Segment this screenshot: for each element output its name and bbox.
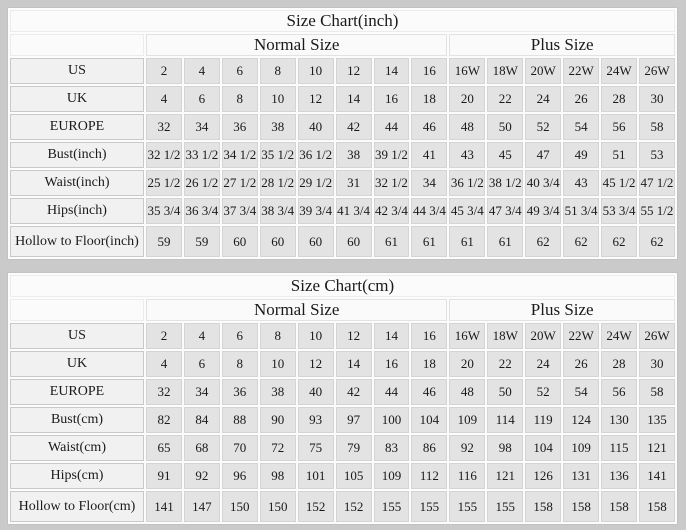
- row-label: Hollow to Floor(cm): [10, 491, 144, 522]
- size-value-cell: 38: [260, 379, 296, 405]
- row-label: Hips(cm): [10, 463, 144, 489]
- size-value-cell: 47 1/2: [639, 170, 675, 196]
- size-value-cell: 47 3/4: [487, 198, 523, 224]
- table-row: [10, 463, 675, 489]
- size-value-cell: 45: [487, 142, 523, 168]
- size-value-cell: 22: [487, 86, 523, 112]
- corner-cell: [10, 34, 144, 56]
- size-value-cell: 121: [639, 435, 675, 461]
- size-value-cell: 33 1/2: [184, 142, 220, 168]
- size-value-cell: 40 3/4: [525, 170, 561, 196]
- table-row: [10, 58, 675, 84]
- size-value-cell: 46: [411, 379, 447, 405]
- size-value-cell: 44 3/4: [411, 198, 447, 224]
- size-value-cell: 18: [411, 86, 447, 112]
- table-row: [10, 142, 675, 168]
- row-label: EUROPE: [10, 379, 144, 405]
- size-value-cell: 79: [336, 435, 372, 461]
- table-row: [10, 351, 675, 377]
- size-value-cell: 24: [525, 86, 561, 112]
- size-value-cell: 36: [222, 379, 258, 405]
- size-value-cell: 61: [411, 226, 447, 257]
- size-value-cell: 68: [184, 435, 220, 461]
- size-value-cell: 158: [639, 491, 675, 522]
- size-value-cell: 16: [411, 323, 447, 349]
- size-value-cell: 2: [146, 58, 182, 84]
- size-value-cell: 121: [487, 463, 523, 489]
- table-row: [10, 226, 675, 257]
- size-value-cell: 32: [146, 114, 182, 140]
- size-value-cell: 72: [260, 435, 296, 461]
- size-value-cell: 54: [563, 114, 599, 140]
- size-value-cell: 14: [374, 58, 410, 84]
- size-value-cell: 92: [449, 435, 485, 461]
- size-value-cell: 22W: [563, 58, 599, 84]
- size-value-cell: 26: [563, 351, 599, 377]
- size-value-cell: 2: [146, 323, 182, 349]
- table-row: [10, 323, 675, 349]
- size-value-cell: 109: [374, 463, 410, 489]
- size-value-cell: 34 1/2: [222, 142, 258, 168]
- size-value-cell: 86: [411, 435, 447, 461]
- size-value-cell: 42: [336, 114, 372, 140]
- row-label: EUROPE: [10, 114, 144, 140]
- row-label: Waist(inch): [10, 170, 144, 196]
- size-value-cell: 109: [449, 407, 485, 433]
- size-value-cell: 12: [336, 323, 372, 349]
- size-value-cell: 152: [298, 491, 334, 522]
- size-value-cell: 16: [374, 351, 410, 377]
- size-value-cell: 12: [298, 86, 334, 112]
- size-value-cell: 82: [146, 407, 182, 433]
- size-value-cell: 8: [260, 58, 296, 84]
- size-value-cell: 4: [184, 323, 220, 349]
- size-value-cell: 55 1/2: [639, 198, 675, 224]
- size-value-cell: 36 3/4: [184, 198, 220, 224]
- size-value-cell: 53 3/4: [601, 198, 637, 224]
- row-label: US: [10, 323, 144, 349]
- table-title: Size Chart(cm): [10, 275, 675, 297]
- table-row: [10, 435, 675, 461]
- size-value-cell: 60: [260, 226, 296, 257]
- row-label: UK: [10, 351, 144, 377]
- table-title-row: [10, 10, 675, 32]
- size-value-cell: 26: [563, 86, 599, 112]
- size-value-cell: 36 1/2: [298, 142, 334, 168]
- row-label: Hips(inch): [10, 198, 144, 224]
- size-chart-cm-table: [7, 272, 678, 525]
- size-value-cell: 27 1/2: [222, 170, 258, 196]
- size-value-cell: 155: [449, 491, 485, 522]
- table-row: [10, 491, 675, 522]
- size-value-cell: 62: [639, 226, 675, 257]
- size-value-cell: 136: [601, 463, 637, 489]
- size-value-cell: 93: [298, 407, 334, 433]
- size-value-cell: 147: [184, 491, 220, 522]
- size-value-cell: 61: [449, 226, 485, 257]
- size-value-cell: 48: [449, 379, 485, 405]
- size-value-cell: 97: [336, 407, 372, 433]
- size-value-cell: 38 1/2: [487, 170, 523, 196]
- size-value-cell: 28: [601, 351, 637, 377]
- row-label: UK: [10, 86, 144, 112]
- size-value-cell: 104: [411, 407, 447, 433]
- size-chart-inch-table: [7, 7, 678, 260]
- size-value-cell: 22W: [563, 323, 599, 349]
- size-value-cell: 41: [411, 142, 447, 168]
- size-value-cell: 45 1/2: [601, 170, 637, 196]
- row-label: Hollow to Floor(inch): [10, 226, 144, 257]
- size-value-cell: 114: [487, 407, 523, 433]
- size-value-cell: 51 3/4: [563, 198, 599, 224]
- size-value-cell: 12: [298, 351, 334, 377]
- size-value-cell: 32 1/2: [146, 142, 182, 168]
- size-value-cell: 38: [336, 142, 372, 168]
- column-group-row: [10, 34, 675, 56]
- size-value-cell: 38: [260, 114, 296, 140]
- size-value-cell: 115: [601, 435, 637, 461]
- size-value-cell: 155: [374, 491, 410, 522]
- size-value-cell: 49 3/4: [525, 198, 561, 224]
- size-value-cell: 43: [449, 142, 485, 168]
- size-value-cell: 40: [298, 114, 334, 140]
- size-value-cell: 10: [298, 323, 334, 349]
- size-value-cell: 26 1/2: [184, 170, 220, 196]
- table-row: [10, 407, 675, 433]
- size-value-cell: 36 1/2: [449, 170, 485, 196]
- size-value-cell: 18: [411, 351, 447, 377]
- size-value-cell: 10: [298, 58, 334, 84]
- size-value-cell: 4: [146, 86, 182, 112]
- size-value-cell: 24: [525, 351, 561, 377]
- size-value-cell: 58: [639, 379, 675, 405]
- size-value-cell: 90: [260, 407, 296, 433]
- size-value-cell: 34: [184, 114, 220, 140]
- size-value-cell: 50: [487, 379, 523, 405]
- size-value-cell: 4: [184, 58, 220, 84]
- size-value-cell: 16W: [449, 323, 485, 349]
- size-value-cell: 152: [336, 491, 372, 522]
- table-row: [10, 114, 675, 140]
- size-value-cell: 30: [639, 86, 675, 112]
- size-value-cell: 20: [449, 86, 485, 112]
- size-value-cell: 37 3/4: [222, 198, 258, 224]
- size-value-cell: 6: [184, 86, 220, 112]
- size-value-cell: 135: [639, 407, 675, 433]
- table-title-row: [10, 275, 675, 297]
- normal-size-header: Normal Size: [146, 34, 447, 56]
- size-value-cell: 105: [336, 463, 372, 489]
- size-value-cell: 61: [374, 226, 410, 257]
- size-value-cell: 45 3/4: [449, 198, 485, 224]
- size-value-cell: 53: [639, 142, 675, 168]
- size-value-cell: 56: [601, 114, 637, 140]
- size-value-cell: 14: [336, 86, 372, 112]
- size-value-cell: 44: [374, 114, 410, 140]
- table-row: [10, 86, 675, 112]
- size-value-cell: 124: [563, 407, 599, 433]
- size-value-cell: 41 3/4: [336, 198, 372, 224]
- size-value-cell: 38 3/4: [260, 198, 296, 224]
- size-value-cell: 98: [260, 463, 296, 489]
- row-label: Bust(inch): [10, 142, 144, 168]
- size-value-cell: 150: [260, 491, 296, 522]
- size-value-cell: 130: [601, 407, 637, 433]
- column-group-row: [10, 299, 675, 321]
- size-value-cell: 18W: [487, 58, 523, 84]
- size-value-cell: 54: [563, 379, 599, 405]
- size-value-cell: 101: [298, 463, 334, 489]
- size-value-cell: 70: [222, 435, 258, 461]
- size-value-cell: 65: [146, 435, 182, 461]
- size-value-cell: 52: [525, 379, 561, 405]
- size-value-cell: 52: [525, 114, 561, 140]
- size-value-cell: 158: [563, 491, 599, 522]
- size-value-cell: 26W: [639, 323, 675, 349]
- size-value-cell: 16: [411, 58, 447, 84]
- row-label: US: [10, 58, 144, 84]
- size-value-cell: 16: [374, 86, 410, 112]
- size-value-cell: 75: [298, 435, 334, 461]
- size-value-cell: 158: [601, 491, 637, 522]
- size-value-cell: 92: [184, 463, 220, 489]
- size-value-cell: 32: [146, 379, 182, 405]
- size-value-cell: 12: [336, 58, 372, 84]
- size-value-cell: 96: [222, 463, 258, 489]
- size-value-cell: 150: [222, 491, 258, 522]
- size-value-cell: 61: [487, 226, 523, 257]
- size-value-cell: 28 1/2: [260, 170, 296, 196]
- size-value-cell: 10: [260, 86, 296, 112]
- size-value-cell: 60: [222, 226, 258, 257]
- size-value-cell: 104: [525, 435, 561, 461]
- size-value-cell: 60: [298, 226, 334, 257]
- size-value-cell: 30: [639, 351, 675, 377]
- size-value-cell: 32 1/2: [374, 170, 410, 196]
- size-value-cell: 4: [146, 351, 182, 377]
- normal-size-header: Normal Size: [146, 299, 447, 321]
- size-value-cell: 88: [222, 407, 258, 433]
- size-value-cell: 119: [525, 407, 561, 433]
- size-value-cell: 47: [525, 142, 561, 168]
- size-value-cell: 14: [336, 351, 372, 377]
- size-value-cell: 8: [222, 351, 258, 377]
- size-value-cell: 50: [487, 114, 523, 140]
- size-value-cell: 48: [449, 114, 485, 140]
- size-value-cell: 62: [601, 226, 637, 257]
- size-value-cell: 62: [525, 226, 561, 257]
- size-value-cell: 59: [146, 226, 182, 257]
- size-value-cell: 34: [184, 379, 220, 405]
- table-title: Size Chart(inch): [10, 10, 675, 32]
- size-value-cell: 155: [487, 491, 523, 522]
- size-value-cell: 126: [525, 463, 561, 489]
- size-value-cell: 56: [601, 379, 637, 405]
- size-value-cell: 29 1/2: [298, 170, 334, 196]
- size-value-cell: 116: [449, 463, 485, 489]
- size-value-cell: 112: [411, 463, 447, 489]
- size-value-cell: 141: [639, 463, 675, 489]
- corner-cell: [10, 299, 144, 321]
- size-value-cell: 60: [336, 226, 372, 257]
- size-value-cell: 84: [184, 407, 220, 433]
- size-value-cell: 42: [336, 379, 372, 405]
- size-value-cell: 158: [525, 491, 561, 522]
- size-value-cell: 24W: [601, 58, 637, 84]
- table-row: [10, 198, 675, 224]
- size-value-cell: 24W: [601, 323, 637, 349]
- size-value-cell: 100: [374, 407, 410, 433]
- size-value-cell: 109: [563, 435, 599, 461]
- size-value-cell: 62: [563, 226, 599, 257]
- size-value-cell: 28: [601, 86, 637, 112]
- size-value-cell: 40: [298, 379, 334, 405]
- size-value-cell: 35 1/2: [260, 142, 296, 168]
- size-value-cell: 20W: [525, 58, 561, 84]
- plus-size-header: Plus Size: [449, 34, 675, 56]
- size-value-cell: 44: [374, 379, 410, 405]
- size-value-cell: 49: [563, 142, 599, 168]
- size-value-cell: 10: [260, 351, 296, 377]
- table-row: [10, 379, 675, 405]
- size-value-cell: 25 1/2: [146, 170, 182, 196]
- size-value-cell: 8: [222, 86, 258, 112]
- size-value-cell: 42 3/4: [374, 198, 410, 224]
- size-value-cell: 6: [222, 58, 258, 84]
- size-value-cell: 31: [336, 170, 372, 196]
- size-value-cell: 26W: [639, 58, 675, 84]
- size-value-cell: 83: [374, 435, 410, 461]
- size-value-cell: 20W: [525, 323, 561, 349]
- size-value-cell: 36: [222, 114, 258, 140]
- size-value-cell: 16W: [449, 58, 485, 84]
- size-value-cell: 20: [449, 351, 485, 377]
- size-value-cell: 35 3/4: [146, 198, 182, 224]
- size-value-cell: 131: [563, 463, 599, 489]
- row-label: Waist(cm): [10, 435, 144, 461]
- row-label: Bust(cm): [10, 407, 144, 433]
- size-value-cell: 155: [411, 491, 447, 522]
- size-value-cell: 39 3/4: [298, 198, 334, 224]
- size-value-cell: 39 1/2: [374, 142, 410, 168]
- size-value-cell: 22: [487, 351, 523, 377]
- table-row: [10, 170, 675, 196]
- size-value-cell: 98: [487, 435, 523, 461]
- size-value-cell: 14: [374, 323, 410, 349]
- size-value-cell: 58: [639, 114, 675, 140]
- size-value-cell: 59: [184, 226, 220, 257]
- size-value-cell: 34: [411, 170, 447, 196]
- size-value-cell: 43: [563, 170, 599, 196]
- size-value-cell: 18W: [487, 323, 523, 349]
- size-value-cell: 6: [222, 323, 258, 349]
- size-value-cell: 51: [601, 142, 637, 168]
- size-value-cell: 91: [146, 463, 182, 489]
- plus-size-header: Plus Size: [449, 299, 675, 321]
- size-value-cell: 6: [184, 351, 220, 377]
- size-value-cell: 46: [411, 114, 447, 140]
- size-value-cell: 141: [146, 491, 182, 522]
- size-value-cell: 8: [260, 323, 296, 349]
